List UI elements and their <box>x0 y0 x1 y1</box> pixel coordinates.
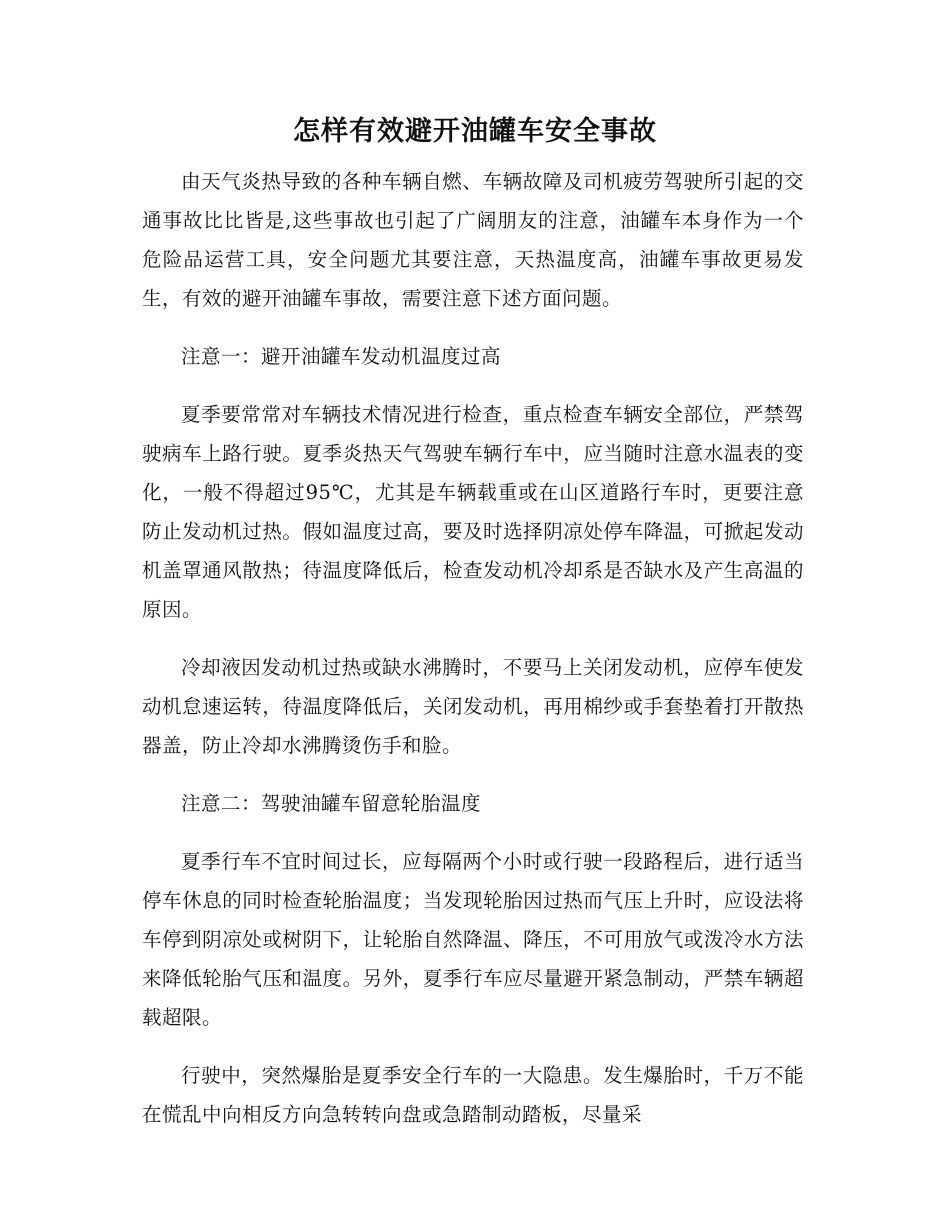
paragraph-intro: 由天气炎热导致的各种车辆自燃、车辆故障及司机疲劳驾驶所引起的交通事故比比皆是,这些事故也引起了广阔朋友的注意，油罐车本身作为一个危险品运营工具，安全问题尤其要注意，天热温度高，油罐车事故更易发生，有效的避开油罐车事故，需要注意下述方面问题。 <box>142 170 804 310</box>
section-heading-one: 注意一：避开油罐车发动机温度过高 <box>181 345 502 368</box>
paragraph-tire-blowout: 行驶中，突然爆胎是夏季安全行车的一大隐患。发生爆胎时，千万不能在慌乱中向相反方向急转转向盘或急踏制动踏板，尽量采 <box>142 1064 804 1126</box>
paragraph-engine-check: 夏季要常常对车辆技术情况进行检查，重点检查车辆安全部位，严禁驾驶病车上路行驶。夏季炎热天气驾驶车辆行车中，应当随时注意水温表的变化，一般不得超过95℃，尤其是车辆载重或在山区道路行车时，更要注意防止发动机过热。假如温度过高，要及时选择阴凉处停车降温，可掀起发动机盖罩通风散热；待温度降低后，检查发动机冷却系是否缺水及产生高温的原因。 <box>142 403 804 621</box>
paragraph-tire-temperature: 夏季行车不宜时间过长，应每隔两个小时或行驶一段路程后，进行适当停车休息的同时检查轮胎温度；当发现轮胎因过热而气压上升时，应设法将车停到阴凉处或树阴下，让轮胎自然降温、降压，不可用放气或泼冷水方法来降低轮胎气压和温度。另外，夏季行车应尽量避开紧急制动，严禁车辆超载超限。 <box>142 850 804 1029</box>
paragraph-coolant: 冷却液因发动机过热或缺水沸腾时，不要马上关闭发动机，应停车使发动机怠速运转，待温度降低后，关闭发动机，再用棉纱或手套垫着打开散热器盖，防止冷却水沸腾烫伤手和脸。 <box>142 656 804 757</box>
section-heading-two: 注意二：驾驶油罐车留意轮胎温度 <box>181 792 482 815</box>
document-body <box>142 162 804 1153</box>
document-title: 怎样有效避开油罐车安全事故 <box>293 116 657 147</box>
